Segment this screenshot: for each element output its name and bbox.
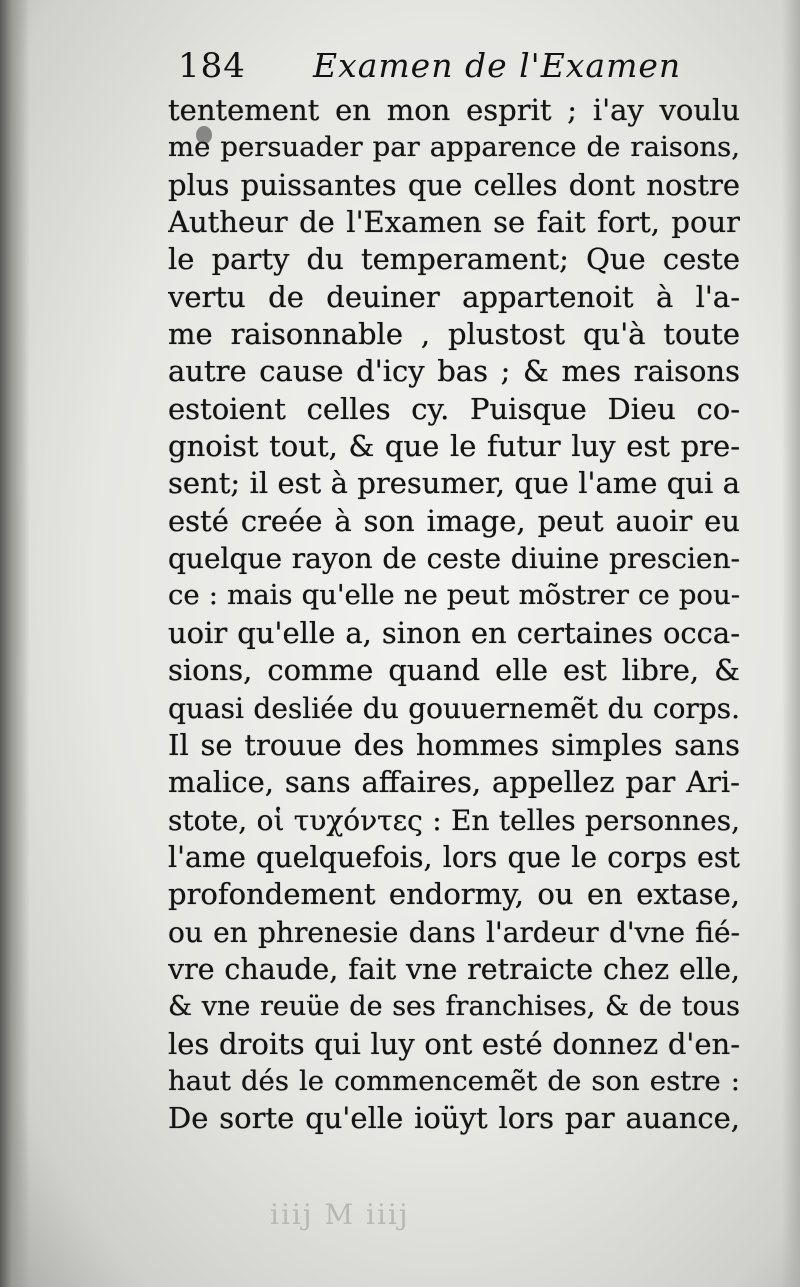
text-line: vertu de deuiner appartenoit à l'a- <box>168 279 740 314</box>
text-line: esté creée à son image, peut auoir eu <box>168 503 740 538</box>
text-line: autre cause d'icy bas ; & mes raisons <box>168 354 740 389</box>
text-line: sions, comme quand elle est libre, & <box>168 653 740 688</box>
text-line: uoir qu'elle a, sinon en certaines occa- <box>168 615 740 650</box>
text-line: & vne reuüe de ses franchises, & de tous <box>168 991 740 1023</box>
text-line: quelque rayon de ceste diuine prescien- <box>168 542 740 576</box>
body-text <box>168 92 740 1138</box>
text-line: ce : mais qu'elle ne peut mõstrer ce pou- <box>168 579 740 612</box>
text-line: profondement endormy, ou en extase, <box>168 877 740 912</box>
bleed-through-signature: iiij M iiij <box>270 1198 410 1231</box>
page-number: 184 <box>178 46 246 86</box>
text-line: stote, οἱ τυχόντες : En telles personnes, <box>168 803 740 837</box>
text-line: malice, sans affaires, appellez par Ari- <box>168 765 740 800</box>
text-line: Il se trouue des hommes simples sans <box>168 727 740 762</box>
text-line: De sorte qu'elle ioüyt lors par auance, <box>168 1101 740 1136</box>
text-line: me persuader par apparence de raisons, <box>168 131 740 164</box>
text-line: gnoist tout, & que le futur luy est pre- <box>168 429 740 464</box>
text-line: me raisonnable , plustost qu'à toute <box>168 317 740 352</box>
text-line: ou en phrenesie dans l'ardeur d'vne fié- <box>168 915 740 949</box>
text-line: l'ame quelquefois, lors que le corps est <box>168 840 740 874</box>
text-line: sent; il est à presumer, que l'ame qui a <box>168 466 740 501</box>
text-line: plus puissantes que celles dont nostre <box>168 167 740 202</box>
text-line: Autheur de l'Examen se fait fort, pour <box>168 205 740 240</box>
text-line: le party du temperament; Que ceste <box>168 242 740 277</box>
text-line: quasi desliée du gouuernemẽt du corps. <box>168 691 740 725</box>
text-line: les droits qui luy ont esté donnez d'en- <box>168 1026 740 1061</box>
running-title: Examen de l'Examen <box>313 46 682 85</box>
page-header <box>178 40 738 94</box>
text-line: tentement en mon esprit ; i'ay voulu <box>168 93 740 127</box>
text-line: estoient celles cy. Puisque Dieu co- <box>168 391 740 426</box>
text-line: vre chaude, fait vne retraicte chez elle, <box>168 952 740 986</box>
text-line: haut dés le commencemẽt de son estre : <box>168 1064 740 1097</box>
